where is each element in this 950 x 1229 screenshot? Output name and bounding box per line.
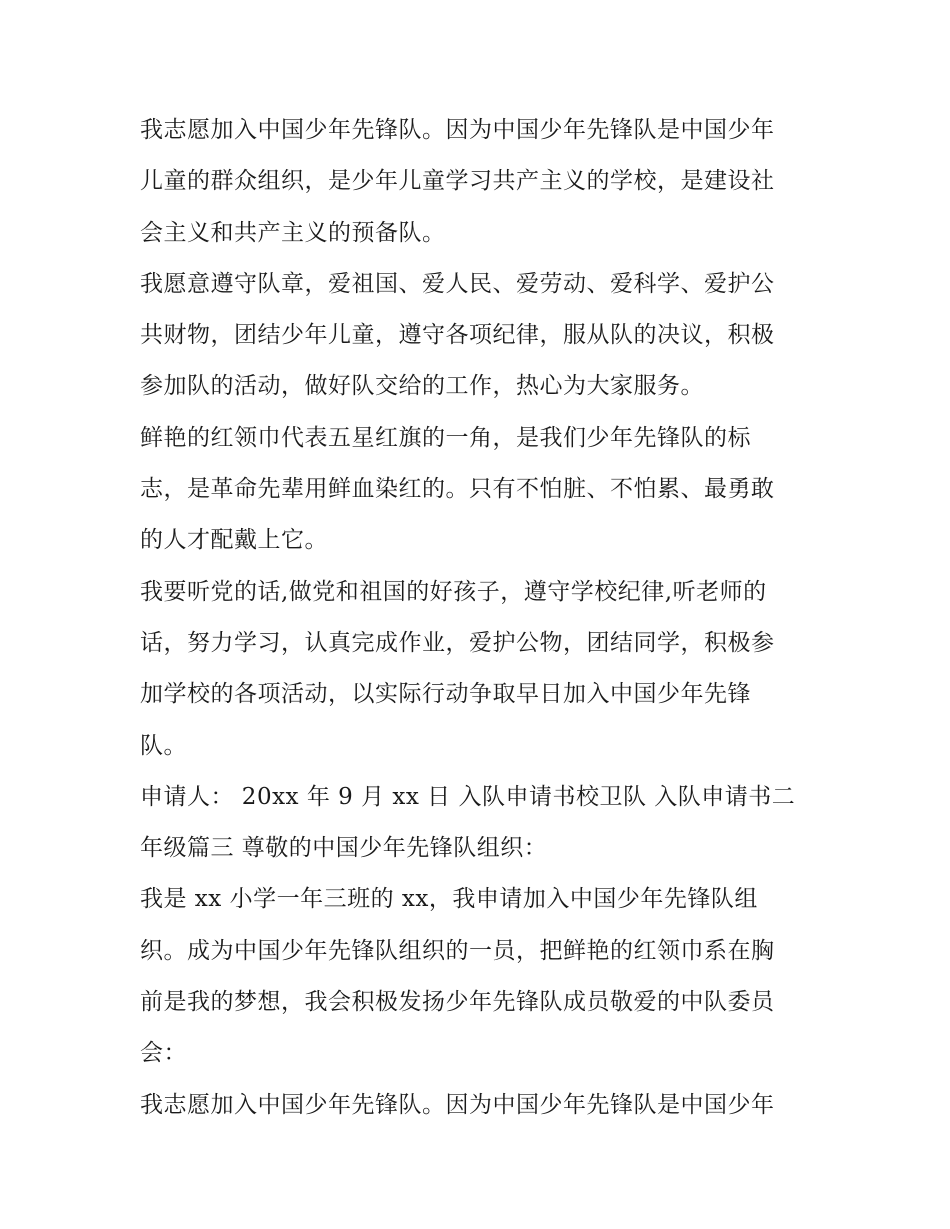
text-line: 鲜艳的红领巾代表五星红旗的一角，是我们少年先锋队的标	[140, 424, 751, 451]
text-line: 队。	[140, 732, 187, 759]
text-line: 我志愿加入中国少年先锋队。因为中国少年先锋队是中国少年	[140, 1091, 775, 1118]
text-line: 申请人： 20xx 年 9 月 xx 日 入队申请书校卫队 入队申请书二	[140, 783, 796, 810]
text-line: 共财物，团结少年儿童，遵守各项纪律，服从队的决议，积极	[140, 322, 775, 349]
text-line: 志，是革命先辈用鲜血染红的。只有不怕脏、不怕累、最勇敢	[140, 476, 775, 503]
text-line: 我是 xx 小学一年三班的 xx，我申请加入中国少年先锋队组	[140, 886, 758, 913]
text-line: 会：	[140, 1040, 187, 1067]
text-line: 儿童的群众组织，是少年儿童学习共产主义的学校，是建设社	[140, 168, 775, 195]
document-body	[140, 105, 820, 1131]
text-line: 前是我的梦想，我会积极发扬少年先锋队成员敬爱的中队委员	[140, 989, 775, 1016]
text-line: 我愿意遵守队章，爱祖国、爱人民、爱劳动、爱科学、爱护公	[140, 270, 775, 297]
text-line: 话，努力学习，认真完成作业，爱护公物，团结同学，积极参	[140, 629, 775, 656]
text-line: 我志愿加入中国少年先锋队。因为中国少年先锋队是中国少年	[140, 117, 775, 143]
text-line: 的人才配戴上它。	[140, 527, 328, 554]
text-line: 加学校的各项活动，以实际行动争取早日加入中国少年先锋	[140, 681, 751, 708]
text-line: 会主义和共产主义的预备队。	[140, 219, 446, 246]
text-line: 年级篇三 尊敬的中国少年先锋队组织：	[140, 835, 548, 862]
text-line: 参加队的活动，做好队交给的工作，热心为大家服务。	[140, 373, 704, 400]
text-line: 我要听党的话,做党和祖国的好孩子，遵守学校纪律,听老师的	[140, 578, 767, 605]
text-line: 织。成为中国少年先锋队组织的一员，把鲜艳的红领巾系在胸	[140, 937, 775, 964]
